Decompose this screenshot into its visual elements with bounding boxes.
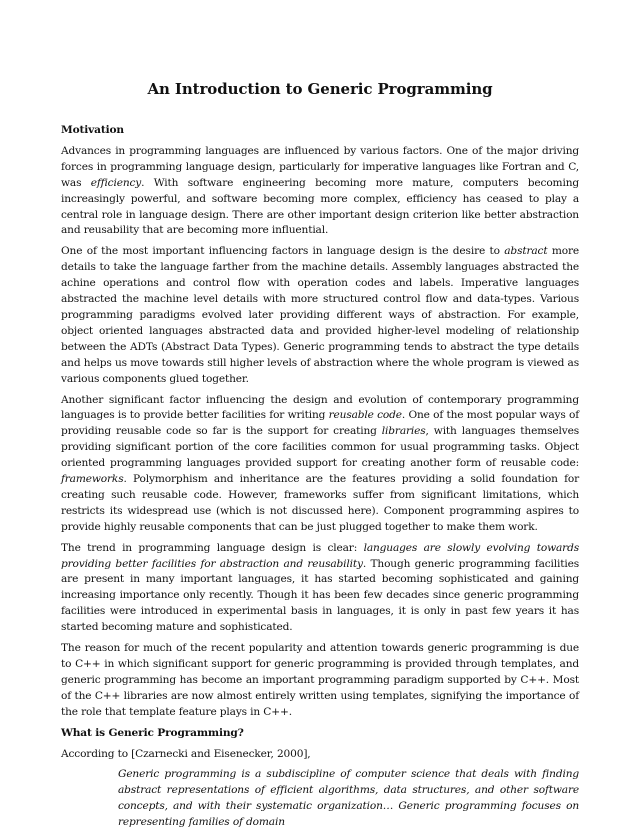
paragraph-language-trend bbox=[61, 541, 579, 636]
paragraph-cpp-templates bbox=[61, 641, 579, 721]
text-run: Generic programming is a subdiscipline of computer science that deals with finding abstract representations of efficient algorithms, data structures, and other software concepts, and with their systematic organization… Generic programming focuses on representing families of domain bbox=[118, 768, 579, 829]
text-run: . One of the most popular ways of providing reusable code so far is the support for creating bbox=[61, 409, 579, 438]
paragraph-citation-intro bbox=[61, 747, 579, 763]
generic-programming-heading: What is Generic Programming? bbox=[61, 726, 244, 739]
paragraph-abstraction bbox=[61, 244, 579, 387]
document-title: An Introduction to Generic Programming bbox=[147, 80, 493, 98]
text-run: One of the most important influencing factors in language design is the desire to bbox=[61, 245, 505, 258]
text-run: . With software engineering becoming more mature, computers becoming increasingly powerful, and software becoming more complex, efficiency has ceased to play a central role in language design. There are other important design criterion like better abstraction and reusability that are becoming more influential. bbox=[61, 176, 579, 237]
text-run: . Though generic programming facilities are present in many important languages, it has started becoming sophisticated and gaining increasing importance only recently. Though it has been few decades since generic programming facilities were introduced in experimental basis in languages, it is only in past few years it has started becoming mature and sophisticated. bbox=[61, 557, 580, 634]
text-run: more details to take the language farther from the machine details. Assembly languages abstracted the achine operations and control flow with operation codes and labels. Imperative languages abstracted the machine level details with more structured control flow and data-types. Various programming paradigms evolved later providing different ways of abstraction. For example, object oriented languages abstracted data and provided higher-level modeling of relationship between the ADTs (Abstract Data Types). Generic programming tends to abstract the type details and helps us move towards still higher levels of abstraction where the whole program is viewed as various components glued together. bbox=[61, 245, 580, 385]
document-body bbox=[61, 123, 579, 831]
paragraph-reusable-code bbox=[61, 393, 579, 536]
paragraph-efficiency bbox=[61, 144, 579, 239]
emphasized-term: languages are slowly evolving towards providing better facilities for abstraction and reusability bbox=[61, 541, 579, 570]
block-quote bbox=[118, 767, 579, 831]
text-run: According to [Czarnecki and Eisenecker, 2000], bbox=[61, 747, 311, 760]
text-run: The reason for much of the recent popularity and attention towards generic programming is due to C++ in which significant support for generic programming is provided through templates, and generic programming has become an important programming paradigm supported by C++. Most of the C++ libraries are now almost entirely written using templates, signifying the importance of the role that template feature plays in C++. bbox=[61, 642, 579, 718]
motivation-heading: Motivation bbox=[61, 124, 124, 136]
text-run: . Polymorphism and inheritance are the features providing a solid foundation for creating such reusable code. However, frameworks suffer from significant limitations, which restricts its widespread use (which is not discussed here). Component programming aspires to provide highly reusable components that can be just plugged together to make them work. bbox=[61, 473, 579, 533]
text-run: Advances in programming languages are influenced by various factors. One of the major driving forces in programming language design, particularly for imperative languages like Fortran and C, was bbox=[61, 144, 579, 189]
emphasized-term: frameworks bbox=[61, 473, 124, 486]
text-run: Another significant factor influencing the design and evolution of contemporary programming languages is to provide better facilities for writing bbox=[61, 393, 579, 422]
text-run: , with languages themselves providing significant portion of the core facilities common for usual programming tasks. Object oriented programming languages provided support for creating another form of reusable code: bbox=[61, 425, 579, 470]
emphasized-term: efficiency bbox=[90, 176, 142, 189]
emphasized-term: reusable code bbox=[328, 409, 402, 422]
emphasized-term: libraries bbox=[381, 425, 426, 438]
emphasized-term: abstract bbox=[504, 245, 548, 258]
text-run: The trend in programming language design is clear: bbox=[61, 541, 364, 554]
